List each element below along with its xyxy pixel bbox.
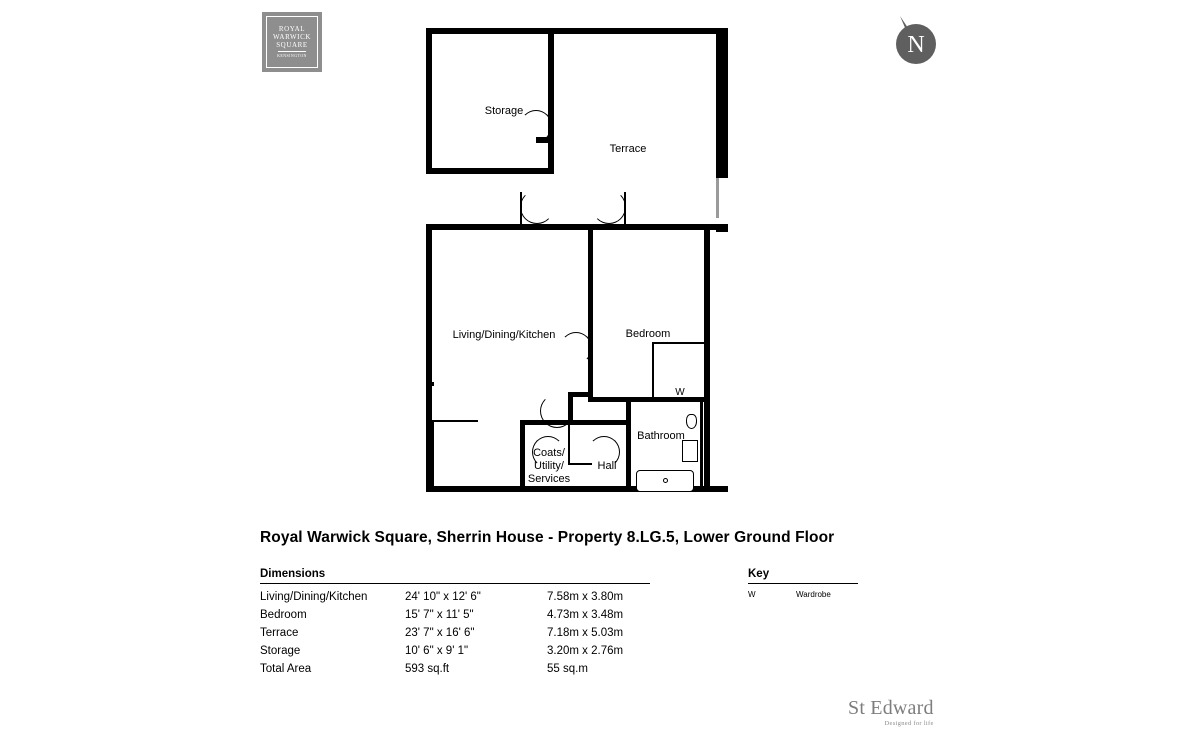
key-entry — [748, 588, 858, 599]
wall-storage-right — [548, 28, 554, 174]
dimensions-divider — [260, 583, 650, 584]
wall-terrace-right — [716, 28, 728, 178]
coats-line-1: Coats/ — [533, 447, 565, 459]
door-arc-terrace-left — [520, 190, 554, 224]
room-label-living-dining-kitchen: Living/Dining/Kitchen — [452, 329, 556, 341]
door-leaf-storage — [536, 137, 554, 143]
dimensions-section — [260, 568, 650, 678]
dimension-room: Living/Dining/Kitchen — [260, 591, 368, 603]
svg-text:N: N — [907, 32, 925, 58]
wall-coats-left — [520, 420, 525, 492]
table-row — [260, 588, 650, 606]
key-divider — [748, 583, 858, 584]
logo-line-1: ROYAL — [278, 25, 306, 34]
dimension-metric: 4.73m x 3.48m — [547, 609, 624, 621]
page-title: Royal Warwick Square, Sherrin House - Property 8.LG.5, Lower Ground Floor — [260, 529, 835, 546]
logo-line-4: KENSINGTON — [277, 53, 307, 59]
dimension-room: Storage — [260, 645, 301, 657]
north-arrow-icon — [886, 8, 946, 68]
coats-line-2: Utility/ — [534, 459, 564, 472]
room-label-storage: Storage — [484, 105, 524, 117]
dimension-room: Terrace — [260, 627, 299, 639]
room-label-bedroom: Bedroom — [625, 328, 671, 340]
room-label-coats-utility-services — [526, 447, 572, 486]
key-heading: Key — [748, 568, 770, 580]
door-leaf-terrace-right — [624, 192, 626, 224]
table-row — [260, 606, 650, 624]
door-arc-hall-living — [540, 394, 574, 428]
dimension-room: Bedroom — [260, 609, 307, 621]
table-row — [260, 660, 650, 678]
dimension-imperial: 15' 7" x 11' 5" — [405, 609, 474, 621]
logo-divider — [278, 51, 306, 52]
wall-storage-bottom — [426, 168, 554, 174]
wardrobe-wall-top — [652, 342, 710, 344]
wardrobe-wall-left — [652, 342, 654, 398]
logo-line-2: WARWICK — [272, 33, 312, 42]
counter-line-left — [432, 420, 434, 486]
room-label-bathroom: Bathroom — [637, 430, 685, 442]
dimension-imperial: 24' 10" x 12' 6" — [405, 591, 481, 603]
counter-line-top — [432, 420, 478, 422]
wall-bathroom-left — [626, 402, 631, 492]
royal-warwick-square-logo — [262, 12, 322, 72]
wall-living-bedroom — [588, 230, 593, 402]
dimension-metric: 7.18m x 5.03m — [547, 627, 624, 639]
wall-mid-horizontal — [426, 224, 728, 230]
room-label-hall: Hall — [597, 460, 617, 472]
developer-name: St Edward — [848, 697, 934, 719]
room-label-terrace: Terrace — [609, 143, 647, 155]
basin-fixture — [682, 440, 698, 462]
door-leaf-terrace-left — [520, 192, 522, 224]
dimension-imperial: 593 sq.ft — [405, 663, 450, 675]
wall-right-lower — [704, 230, 710, 492]
room-label-wardrobe: W — [675, 387, 685, 398]
st-edward-logo — [848, 698, 934, 727]
wall-top-outer — [426, 28, 728, 34]
dimension-metric: 7.58m x 3.80m — [547, 591, 624, 603]
key-abbreviation: W — [748, 590, 756, 599]
dimensions-heading: Dimensions — [260, 568, 326, 580]
key-section — [748, 568, 858, 599]
dimensions-table — [260, 588, 650, 678]
wall-left-upper — [426, 28, 432, 174]
table-row — [260, 642, 650, 660]
key-meaning: Wardrobe — [796, 590, 831, 599]
developer-tagline: Designed for life — [884, 720, 934, 727]
bath-drain-icon — [663, 478, 668, 483]
dimension-metric: 55 sq.m — [547, 663, 588, 675]
dimension-room: Total Area — [260, 663, 312, 675]
coats-line-3: Services — [527, 472, 571, 485]
logo-inner-frame — [266, 16, 318, 68]
wall-notch-left — [426, 382, 434, 386]
dimension-imperial: 10' 6" x 9' 1" — [405, 645, 469, 657]
dimension-metric: 3.20m x 2.76m — [547, 645, 624, 657]
logo-line-3: SQUARE — [276, 41, 308, 50]
wall-coats-top — [520, 420, 628, 425]
wc-fixture — [686, 414, 697, 429]
floor-plan-drawing — [420, 22, 740, 512]
table-row — [260, 624, 650, 642]
dimension-imperial: 23' 7" x 16' 6" — [405, 627, 475, 639]
glazing-line-right — [716, 178, 719, 218]
wall-bathroom-right — [700, 402, 703, 492]
wall-mid-right-thick — [716, 224, 728, 232]
door-arc-terrace-right — [592, 190, 626, 224]
